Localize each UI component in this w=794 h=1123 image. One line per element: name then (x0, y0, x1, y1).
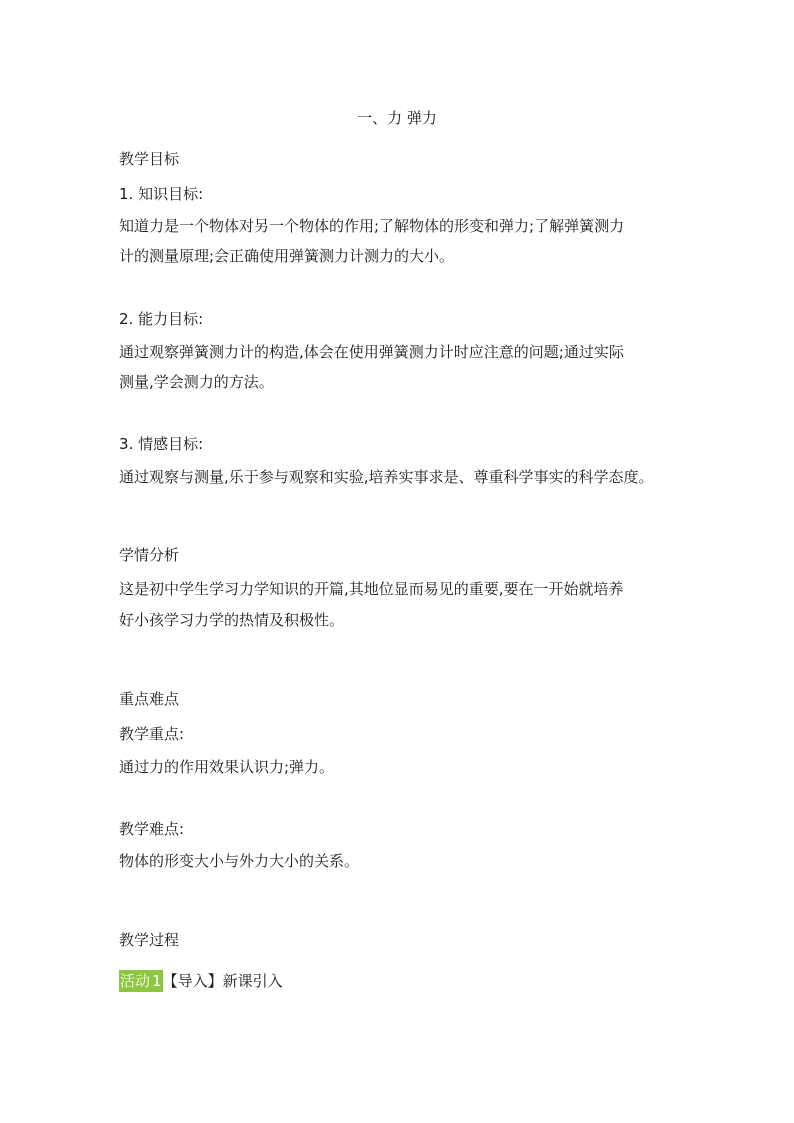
ability-objective-line-2: 测量,学会测力的方法。 (119, 373, 274, 391)
focus-label: 教学重点: (119, 725, 185, 743)
emotion-objective-label: 3. 情感目标: (119, 435, 204, 453)
analysis-line-2: 好小孩学习力学的热情及积极性。 (119, 611, 345, 629)
focus-text: 通过力的作用效果认识力;弹力。 (119, 758, 335, 776)
activity-line (119, 970, 283, 992)
process-heading: 教学过程 (119, 931, 180, 949)
activity-text: 【导入】新课引入 (162, 972, 283, 990)
activity-number: 1 (152, 972, 162, 990)
analysis-heading: 学情分析 (119, 546, 180, 564)
difficulty-label: 教学难点: (119, 820, 185, 838)
knowledge-objective-line-1: 知道力是一个物体对另一个物体的作用;了解物体的形变和弹力;了解弹簧测力 (119, 217, 625, 235)
ability-objective-line-1: 通过观察弹簧测力计的构造,体会在使用弹簧测力计时应注意的问题;通过实际 (119, 343, 624, 361)
objectives-heading: 教学目标 (119, 150, 180, 168)
knowledge-objective-line-2: 计的测量原理;会正确使用弹簧测力计测力的大小。 (119, 247, 455, 265)
emotion-objective-line-1: 通过观察与测量,乐于参与观察和实验,培养实事求是、尊重科学事实的科学态度。 (119, 468, 654, 486)
knowledge-objective-label: 1. 知识目标: (119, 185, 204, 203)
activity-tag: 活动 (120, 972, 151, 990)
analysis-line-1: 这是初中学生学习力学知识的开篇,其地位显而易见的重要,要在一开始就培养 (119, 580, 624, 598)
key-points-heading: 重点难点 (119, 690, 180, 708)
difficulty-text: 物体的形变大小与外力大小的关系。 (119, 852, 360, 870)
ability-objective-label: 2. 能力目标: (119, 310, 204, 328)
page-title: 一、力 弹力 (357, 109, 437, 127)
